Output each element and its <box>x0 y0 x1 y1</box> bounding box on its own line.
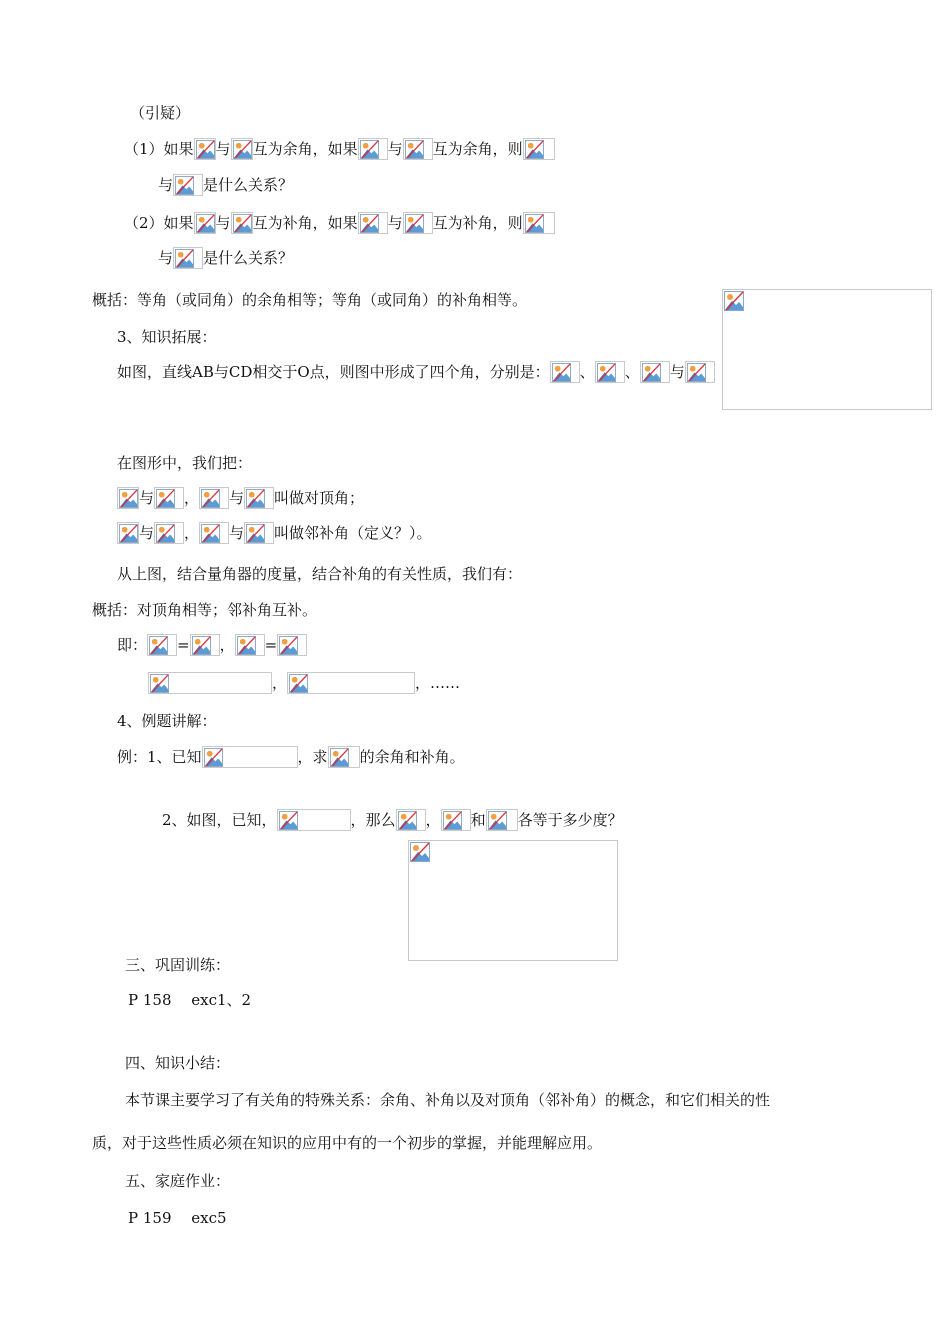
broken-image-icon <box>685 361 715 383</box>
adjacent-angles-line: 与 ， 与 叫做邻补角（定义？）。 <box>117 521 432 543</box>
question-2-line: （2）如果 与 互为补角，如果 与 互为补角，则 <box>124 211 555 233</box>
question-2-line-2: 与 是什么关系？ <box>158 249 294 267</box>
broken-image-icon <box>486 809 518 831</box>
broken-image-icon <box>194 212 216 234</box>
example-2: 2、如图，已知， ，那么 ， 和 各等于多少度？ <box>162 811 623 829</box>
broken-image-icon <box>194 138 216 160</box>
broken-image-icon <box>287 672 415 694</box>
broken-image-icon <box>403 138 433 160</box>
broken-image-icon <box>117 487 139 509</box>
broken-image-icon <box>147 634 177 656</box>
broken-image-icon <box>523 212 555 234</box>
intro-heading: （引疑） <box>130 104 191 122</box>
vertical-angles-line: 与 ， 与 叫做对顶角； <box>117 486 364 508</box>
broken-image-icon <box>550 361 580 383</box>
broken-image-icon <box>231 138 253 160</box>
recap-line-2: 质，对于这些性质必须在知识的应用中有的一个初步的掌握，并能理解应用。 <box>92 1134 603 1152</box>
broken-image-icon <box>640 361 670 383</box>
extension-heading: 3、知识拓展： <box>117 328 217 346</box>
broken-image-icon <box>277 634 307 656</box>
broken-image-icon <box>154 487 184 509</box>
broken-image-icon <box>410 842 430 862</box>
broken-image-icon <box>244 522 274 544</box>
homework-ref: P 159 exc5 <box>128 1209 227 1227</box>
summary-1: 概括：等角（或同角）的余角相等；等角（或同角）的补角相等。 <box>92 291 528 309</box>
recap-heading: 四、知识小结： <box>125 1054 231 1072</box>
example-2-figure <box>408 840 618 961</box>
broken-image-icon <box>202 746 298 768</box>
supplementary-equation-line: ， ，…… <box>148 671 460 693</box>
summary-2: 概括：对顶角相等；邻补角互补。 <box>92 601 318 619</box>
practice-heading: 三、巩固训练： <box>125 956 231 974</box>
broken-image-icon <box>235 634 265 656</box>
broken-image-icon <box>199 522 229 544</box>
examples-heading: 4、例题讲解： <box>117 712 217 730</box>
broken-image-icon <box>199 487 229 509</box>
practice-ref: P 158 exc1、2 <box>128 991 252 1009</box>
figure-intro: 在图形中，我们把： <box>117 454 253 472</box>
broken-image-icon <box>724 291 744 311</box>
broken-image-icon <box>441 809 471 831</box>
homework-heading: 五、家庭作业： <box>125 1172 231 1190</box>
broken-image-icon <box>396 809 426 831</box>
recap-line-1: 本节课主要学习了有关角的特殊关系：余角、补角以及对顶角（邻补角）的概念，和它们相关的性 <box>125 1091 771 1109</box>
intersecting-lines-figure <box>722 289 932 410</box>
broken-image-icon <box>595 361 625 383</box>
extension-text: 如图，直线AB与CD相交于O点，则图中形成了四个角，分别是： 、 、 与 <box>117 360 715 382</box>
broken-image-icon <box>148 672 272 694</box>
broken-image-icon <box>190 634 220 656</box>
broken-image-icon <box>358 138 388 160</box>
question-1-line-2: 与 是什么关系？ <box>158 176 294 194</box>
broken-image-icon <box>154 522 184 544</box>
broken-image-icon <box>244 487 274 509</box>
broken-image-icon <box>173 174 203 196</box>
broken-image-icon <box>403 212 433 234</box>
broken-image-icon <box>231 212 253 234</box>
example-1: 例：1、已知 ，求 的余角和补角。 <box>117 748 465 766</box>
broken-image-icon <box>277 809 351 831</box>
broken-image-icon <box>358 212 388 234</box>
broken-image-icon <box>328 746 360 768</box>
measure-line: 从上图，结合量角器的度量，结合补角的有关性质，我们有： <box>117 565 523 583</box>
broken-image-icon <box>117 522 139 544</box>
equation-line: 即： = ， = <box>117 633 307 655</box>
broken-image-icon <box>173 247 203 269</box>
broken-image-icon <box>523 138 555 160</box>
question-1-line: （1）如果 与 互为余角，如果 与 互为余角，则 <box>124 137 555 159</box>
